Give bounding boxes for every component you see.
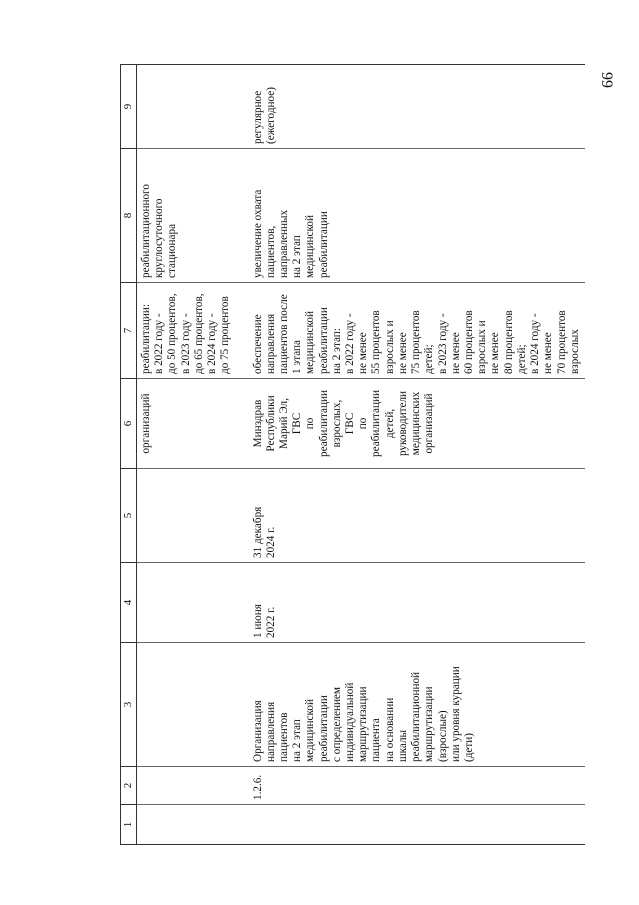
table-row-1-2-6	[249, 65, 585, 845]
cell-result: реабилитационного круглосуточного стационара	[137, 149, 249, 283]
col-header-2: 2	[121, 767, 137, 805]
col-header-5: 5	[121, 469, 137, 563]
cell-frequency: регулярное (ежегодное)	[249, 65, 585, 149]
cell-indicator: обеспечение направления пациентов после 1 этапа медицинской реабилитации на 2 этап: в 2022 году - не менее 55 процентов взрослых и не менее 75 процентов детей; в 2023 году - не менее 60 процентов взрослых и не менее 80 процентов детей; в 2024 году - не менее 70 процентов взрослых	[249, 283, 585, 379]
col-header-4: 4	[121, 563, 137, 643]
table-row-continuation	[137, 65, 249, 845]
cell-item-number: 1.2.6.	[249, 767, 585, 805]
cell-end-date: 31 декабря 2024 г.	[249, 469, 585, 563]
cell-responsible: Минздрав Республики Марий Эл, ГВС по реабилитации взрослых, ГВС по реабилитации детей, руководители медицинских организаций	[249, 379, 585, 469]
cell-start-date: 1 июня 2022 г.	[249, 563, 585, 643]
col-header-6: 6	[121, 379, 137, 469]
cell-indicator: реабилитации: в 2022 году - до 50 процентов, в 2023 году - до 65 процентов, в 2024 году - до 75 процентов	[137, 283, 249, 379]
header-row	[121, 65, 137, 845]
plan-table	[120, 64, 585, 845]
page-number: 99	[598, 72, 615, 88]
col-header-1: 1	[121, 805, 137, 845]
col-header-3: 3	[121, 643, 137, 767]
cell-activity: Организация направления пациентов на 2 этап медицинской реабилитации с определением индивидуальной маршрутизации пациента на основании шкалы реабилитационной маршрутизации (взрослые) или уровня курации (дети)	[249, 643, 585, 767]
col-header-7: 7	[121, 283, 137, 379]
col-header-9: 9	[121, 65, 137, 149]
cell-responsible: организаций	[137, 379, 249, 469]
cell-result: увеличение охвата пациентов, направленных на 2 этап медицинской реабилитации	[249, 149, 585, 283]
col-header-8: 8	[121, 149, 137, 283]
rotated-page	[120, 65, 581, 845]
